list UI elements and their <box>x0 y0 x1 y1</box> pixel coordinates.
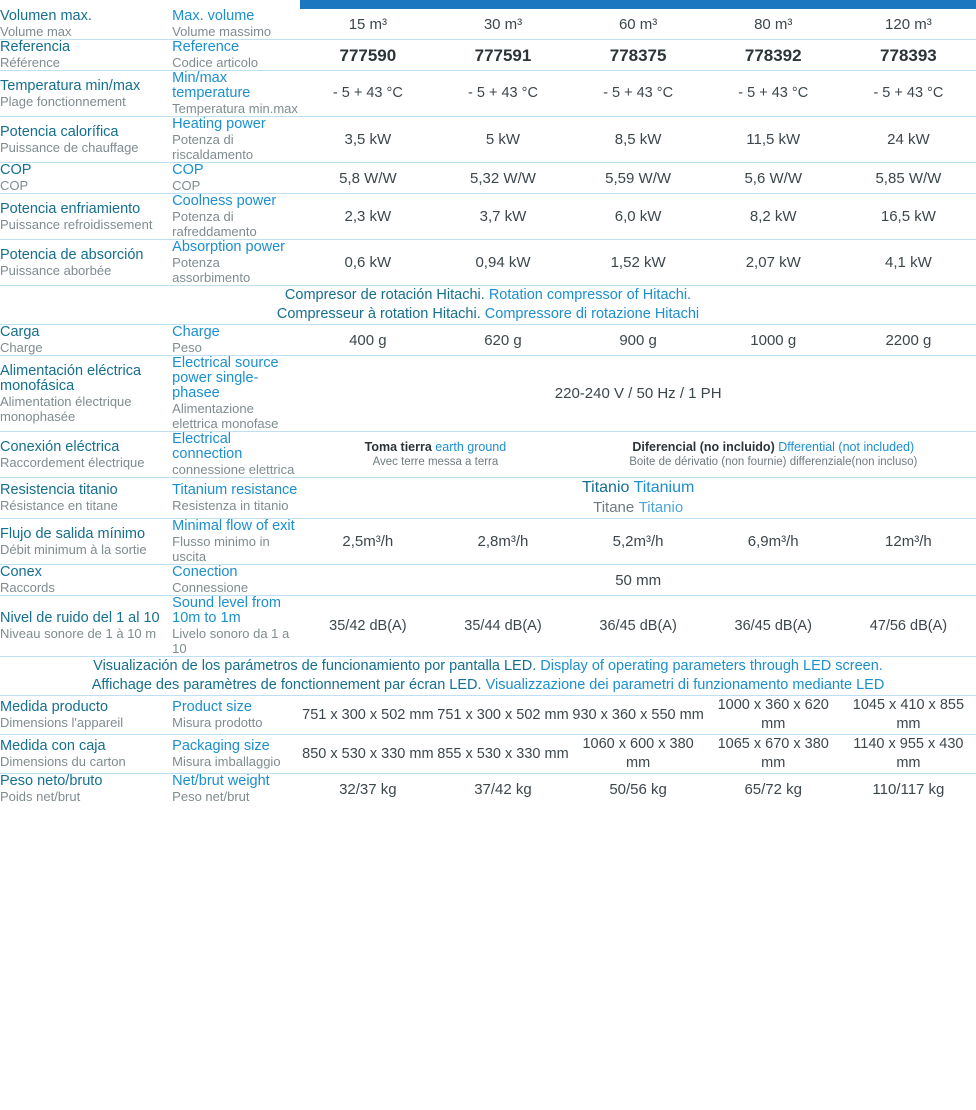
cell-value: - 5 + 43 °C <box>435 71 570 117</box>
label-it: Misura prodotto <box>172 715 263 730</box>
row-label-es-fr <box>0 117 172 163</box>
row-label-en-it <box>172 596 300 657</box>
table-row <box>0 325 976 356</box>
cell-value: 2,5m³/h <box>300 519 435 565</box>
cell-reference: 777590 <box>300 40 435 71</box>
cell-value: 36/45 dB(A) <box>706 596 841 657</box>
header-bar-segment <box>706 0 841 9</box>
label-fr: Raccords <box>0 580 55 595</box>
row-label-en-it <box>172 432 300 478</box>
header-bar-segment <box>841 0 976 9</box>
label-en: Coolness power <box>172 193 277 209</box>
label-es: Conex <box>0 564 42 580</box>
label-es: Temperatura min/max <box>0 77 141 94</box>
label-en: Titanium resistance <box>172 482 298 498</box>
earth-ground-fr: Avec terre <box>372 455 425 468</box>
differential-fr: Boite de dérivatio (non fournie) <box>629 455 787 468</box>
led-banner <box>0 657 976 696</box>
cell-value: 35/42 dB(A) <box>300 596 435 657</box>
titanium-it: Titanio <box>638 499 684 516</box>
titanium-en: Titanium <box>633 479 695 496</box>
cell-value: 5,59 W/W <box>571 163 706 194</box>
table-row <box>0 194 976 240</box>
cell-reference: 778392 <box>706 40 841 71</box>
cell-titanium-value <box>300 478 976 519</box>
led-text-en: Display of operating parameters through LED screen. <box>540 658 883 674</box>
cell-value: 1,52 kW <box>571 240 706 286</box>
label-it: Temperatura min.max <box>172 101 298 116</box>
table-row <box>0 519 976 565</box>
cell-value: 3,7 kW <box>435 194 570 240</box>
table-row <box>0 432 976 478</box>
table-row <box>0 356 976 432</box>
cell-value: 30 m³ <box>435 9 570 40</box>
label-fr: Volume max <box>0 24 72 39</box>
label-it: COP <box>172 178 201 193</box>
table-row <box>0 478 976 519</box>
row-label-es-fr <box>0 565 172 596</box>
label-es: Conexión eléctrica <box>0 438 120 455</box>
led-text-it: Visualizzazione dei parametri di funzionamento mediante LED <box>485 677 885 693</box>
label-it: Potenza di rafreddamento <box>172 209 257 239</box>
earth-ground-en: earth ground <box>435 439 507 454</box>
label-fr: Dimensions l'appareil <box>0 715 124 730</box>
cell-value: 32/37 kg <box>339 780 397 798</box>
label-fr: Puissance refroidissement <box>0 216 153 232</box>
cell-value: 8,5 kW <box>571 117 706 163</box>
label-es: Nivel de ruido del 1 al 10 <box>0 610 160 626</box>
cell-value: 0,94 kW <box>435 240 570 286</box>
cell-value: 2,07 kW <box>706 240 841 286</box>
cell-value: 6,9m³/h <box>706 519 841 565</box>
cell-value-merged: 50 mm <box>300 565 976 596</box>
label-en: Net/brut weight <box>172 773 270 789</box>
label-fr: Résistance en titane <box>0 498 118 513</box>
cell-value: 36/45 dB(A) <box>571 596 706 657</box>
row-label-en-it <box>172 240 300 286</box>
cell-value: 1000 g <box>706 325 841 356</box>
cell-value: - 5 + 43 °C <box>571 71 706 117</box>
label-es: Potencia calorífica <box>0 123 119 140</box>
row-label-en-it <box>172 774 300 805</box>
table-row <box>0 163 976 194</box>
label-es: Referencia <box>0 39 71 55</box>
label-en: Product size <box>172 699 252 715</box>
row-label-es-fr <box>0 9 172 40</box>
row-label-en-it <box>172 356 300 432</box>
cell-value: 37/42 kg <box>474 780 532 798</box>
row-label-en-it <box>172 40 300 71</box>
row-label-es-fr <box>0 432 172 478</box>
cell-value: 5,8 W/W <box>300 163 435 194</box>
label-fr: Dimensions du carton <box>0 754 126 769</box>
label-en: Charge <box>172 324 220 340</box>
cell-value: 60 m³ <box>571 9 706 40</box>
row-label-es-fr <box>0 356 172 432</box>
label-it: Flusso minimo in uscita <box>172 534 270 564</box>
label-es: Medida producto <box>0 699 109 715</box>
label-fr: COP <box>0 178 29 193</box>
cell-value: - 5 + 43 °C <box>706 71 841 117</box>
row-label-en-it <box>172 325 300 356</box>
label-en: Sound level from 10m to 1m <box>172 595 281 626</box>
row-label-en-it <box>172 117 300 163</box>
titanium-fr: Titane <box>593 499 635 516</box>
cell-value: 5,85 W/W <box>841 163 976 194</box>
label-it: Resistenza in titanio <box>172 498 289 513</box>
row-label-en-it <box>172 735 300 774</box>
cell-value: 751 x 300 x 502 mm <box>435 696 570 735</box>
earth-ground-it: messa a terra <box>427 455 499 468</box>
label-es: COP <box>0 162 32 178</box>
cell-value: 1065 x 670 x 380 mm <box>706 735 841 774</box>
cell-value: 15 m³ <box>300 9 435 40</box>
label-en: Heating power <box>172 116 266 132</box>
compressor-banner <box>0 286 976 325</box>
table-row <box>0 735 976 774</box>
row-label-en-it <box>172 519 300 565</box>
row-label-es-fr <box>0 774 172 805</box>
cell-value: - 5 + 43 °C <box>841 71 976 117</box>
table-row <box>0 9 976 40</box>
differential-es: Diferencial (no incluido) <box>632 439 775 454</box>
row-label-es-fr <box>0 696 172 735</box>
row-label-en-it <box>172 478 300 519</box>
cell-value: 900 g <box>571 325 706 356</box>
row-label-en-it <box>172 163 300 194</box>
cell-value: 47/56 dB(A) <box>841 596 976 657</box>
header-color-bar <box>0 0 976 9</box>
table-row <box>0 117 976 163</box>
cell-differential <box>571 432 976 478</box>
label-en: COP <box>172 162 204 178</box>
label-en: Electrical connection <box>172 431 243 462</box>
cell-value: 35/44 dB(A) <box>435 596 570 657</box>
cell-value: 855 x 530 x 330 mm <box>435 735 570 774</box>
label-fr: Puissance de chauffage <box>0 139 139 155</box>
cell-value: 400 g <box>300 325 435 356</box>
label-fr: Référence <box>0 55 60 70</box>
label-en: Max. volume <box>172 8 255 24</box>
cell-value: 850 x 530 x 330 mm <box>300 735 435 774</box>
row-label-es-fr <box>0 596 172 657</box>
compressor-banner-row <box>0 286 976 325</box>
cell-value-merged: 220-240 V / 50 Hz / 1 PH <box>300 356 976 432</box>
compressor-text-it: Compressore di rotazione Hitachi <box>484 306 700 322</box>
table-row <box>0 596 976 657</box>
label-es: Peso neto/bruto <box>0 773 103 789</box>
row-label-es-fr <box>0 519 172 565</box>
label-es: Resistencia titanio <box>0 482 118 498</box>
cell-value: 2,3 kW <box>300 194 435 240</box>
header-bar-segment <box>300 0 435 9</box>
label-fr: Alimentation électrique monophasée <box>0 393 132 424</box>
label-it: Misura imballaggio <box>172 754 281 769</box>
label-it: Livelo sonoro da 1 a 10 <box>172 626 290 656</box>
cell-earth-ground <box>300 432 570 478</box>
cell-value: 120 m³ <box>841 9 976 40</box>
table-row <box>0 40 976 71</box>
compressor-text-fr: Compresseur à rotation Hitachi. <box>276 306 481 322</box>
table-row <box>0 71 976 117</box>
cell-value: 2,8m³/h <box>435 519 570 565</box>
cell-value: 5 kW <box>435 117 570 163</box>
label-fr: Raccordement électrique <box>0 454 145 470</box>
label-es: Alimentación eléctrica monofásica <box>0 362 142 394</box>
table-row <box>0 565 976 596</box>
label-fr: Poids net/brut <box>0 789 81 804</box>
label-it: Volume massimo <box>172 24 272 39</box>
header-bar-segment <box>571 0 706 9</box>
table-row <box>0 696 976 735</box>
label-it: Potenza di riscaldamento <box>172 132 254 162</box>
label-fr: Débit minimum à la sortie <box>0 541 147 557</box>
cell-value: 1140 x 955 x 430 mm <box>841 735 976 774</box>
differential-it: differenziale(non incluso) <box>789 455 918 468</box>
cell-value: 3,5 kW <box>300 117 435 163</box>
cell-value: 80 m³ <box>706 9 841 40</box>
label-es: Volumen max. <box>0 8 92 24</box>
cell-value: 65/72 kg <box>744 780 802 798</box>
cell-value: 1000 x 360 x 620 mm <box>706 696 841 735</box>
cell-value: 5,6 W/W <box>706 163 841 194</box>
label-en: Electrical source power single-phasee <box>172 355 279 401</box>
row-label-es-fr <box>0 163 172 194</box>
cell-value: 8,2 kW <box>706 194 841 240</box>
table-row <box>0 774 976 805</box>
label-it: Connessione <box>172 580 249 595</box>
compressor-text-en: Rotation compressor of Hitachi. <box>488 287 692 303</box>
cell-value: 930 x 360 x 550 mm <box>571 696 706 735</box>
label-en: Min/max temperature <box>172 70 251 101</box>
label-es: Medida con caja <box>0 738 106 754</box>
label-fr: Plage fonctionnement <box>0 93 126 109</box>
row-label-es-fr <box>0 194 172 240</box>
cell-value: 110/117 kg <box>872 780 945 798</box>
cell-value: 6,0 kW <box>571 194 706 240</box>
row-label-es-fr <box>0 478 172 519</box>
label-en: Minimal flow of exit <box>172 518 295 534</box>
row-label-es-fr <box>0 40 172 71</box>
row-label-es-fr <box>0 240 172 286</box>
row-label-en-it <box>172 194 300 240</box>
label-en: Reference <box>172 39 240 55</box>
label-fr: Niveau sonore de 1 à 10 m <box>0 626 157 641</box>
cell-value: 0,6 kW <box>300 240 435 286</box>
cell-value: 12m³/h <box>841 519 976 565</box>
label-it: connessione elettrica <box>172 462 295 477</box>
cell-value: 620 g <box>435 325 570 356</box>
cell-value: 50/56 kg <box>609 780 667 798</box>
led-text-es: Visualización de los parámetros de funcionamiento por pantalla LED. <box>93 658 537 674</box>
label-it: Peso net/brut <box>172 789 250 804</box>
row-label-en-it <box>172 9 300 40</box>
label-en: Conection <box>172 564 238 580</box>
cell-value: 1045 x 410 x 855 mm <box>841 696 976 735</box>
cell-value: 751 x 300 x 502 mm <box>300 696 435 735</box>
cell-value: 11,5 kW <box>706 117 841 163</box>
cell-value: - 5 + 43 °C <box>300 71 435 117</box>
table-row <box>0 240 976 286</box>
earth-ground-es: Toma tierra <box>364 439 432 454</box>
row-label-es-fr <box>0 735 172 774</box>
cell-reference: 778393 <box>841 40 976 71</box>
label-en: Packaging size <box>172 738 270 754</box>
cell-value: 24 kW <box>841 117 976 163</box>
label-it: Peso <box>172 340 202 355</box>
label-es: Carga <box>0 324 40 340</box>
label-es: Potencia enfriamiento <box>0 200 141 217</box>
cell-value: 5,2m³/h <box>571 519 706 565</box>
cell-reference: 778375 <box>571 40 706 71</box>
label-fr: Puissance aborbée <box>0 262 112 278</box>
cell-value: 5,32 W/W <box>435 163 570 194</box>
label-en: Absorption power <box>172 239 286 255</box>
cell-value: 2200 g <box>841 325 976 356</box>
label-fr: Charge <box>0 340 43 355</box>
compressor-text-es: Compresor de rotación Hitachi. <box>284 287 485 303</box>
label-it: Alimentazione elettrica monofase <box>172 401 279 431</box>
label-it: Potenza assorbimento <box>172 255 251 285</box>
row-label-en-it <box>172 565 300 596</box>
differential-en: Dfferential (not included) <box>778 439 915 454</box>
label-it: Codice articolo <box>172 55 259 70</box>
row-label-en-it <box>172 696 300 735</box>
cell-value: 1060 x 600 x 380 mm <box>571 735 706 774</box>
row-label-en-it <box>172 71 300 117</box>
cell-value: 4,1 kW <box>841 240 976 286</box>
cell-value: 16,5 kW <box>841 194 976 240</box>
label-es: Potencia de absorción <box>0 246 144 263</box>
titanium-es: Titanio <box>581 479 630 496</box>
label-es: Flujo de salida mínimo <box>0 525 146 542</box>
led-banner-row <box>0 657 976 696</box>
cell-reference: 777591 <box>435 40 570 71</box>
row-label-es-fr <box>0 325 172 356</box>
row-label-es-fr <box>0 71 172 117</box>
header-bar-segment <box>435 0 570 9</box>
led-text-fr: Affichage des paramètres de fonctionnement par écran LED. <box>91 677 482 693</box>
